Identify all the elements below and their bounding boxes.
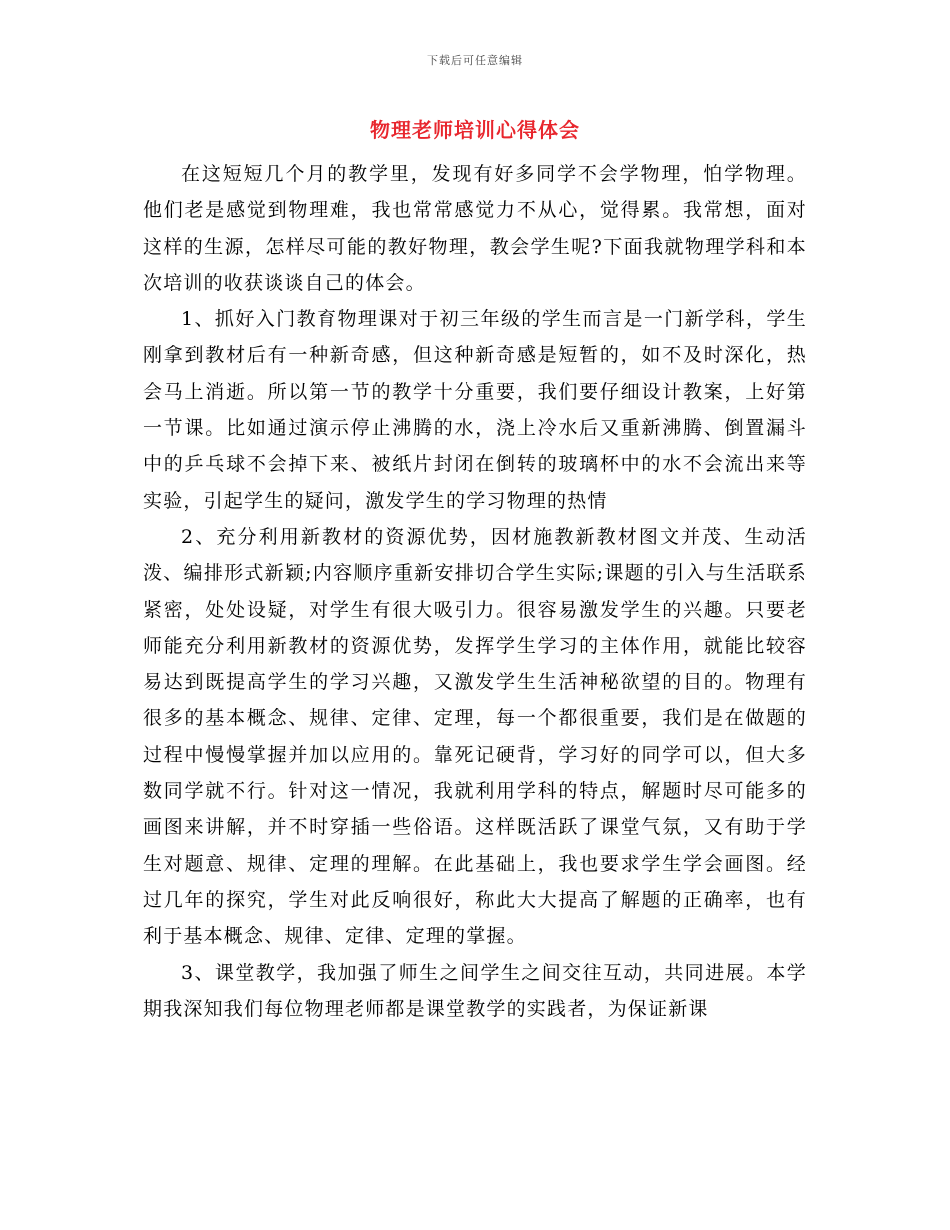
paragraph-intro: 在这短短几个月的教学里，发现有好多同学不会学物理，怕学物理。他们老是感觉到物理难，我也常常感觉力不从心，觉得累。我常想，面对这样的生源，怎样尽可能的教好物理，教会学生呢?下面我就物理学科和本次培训的收获谈谈自己的体会。 [143, 163, 807, 294]
document-title: 物理老师培训心得体会 [370, 118, 580, 142]
page-header-note: 下载后可任意编辑 [427, 54, 523, 67]
document-body [143, 156, 807, 1027]
paragraph-point-1: 1、抓好入门教育物理课对于初三年级的学生而言是一门新学科，学生刚拿到教材后有一种新奇感，但这种新奇感是短暂的，如不及时深化，热会马上消逝。所以第一节的教学十分重要，我们要仔细设计教案，上好第一节课。比如通过演示停止沸腾的水，浇上冷水后又重新沸腾、倒置漏斗中的乒乓球不会掉下来、被纸片封闭在倒转的玻璃杯中的水不会流出来等实验，引起学生的疑问，激发学生的学习物理的热情 [143, 308, 807, 512]
paragraph-point-3: 3、课堂教学，我加强了师生之间学生之间交往互动，共同进展。本学期我深知我们每位物理老师都是课堂教学的实践者，为保证新课 [143, 961, 807, 1020]
paragraph-point-2: 2、充分利用新教材的资源优势，因材施教新教材图文并茂、生动活泼、编排形式新颖;内容顺序重新安排切合学生实际;课题的引入与生活联系紧密，处处设疑，对学生有很大吸引力。很容易激发学生的兴趣。只要老师能充分利用新教材的资源优势，发挥学生学习的主体作用，就能比较容易达到既提高学生的学习兴趣，又激发学生生活神秘欲望的目的。物理有很多的基本概念、规律、定律、定理，每一个都很重要，我们是在做题的过程中慢慢掌握并加以应用的。靠死记硬背，学习好的同学可以，但大多数同学就不行。针对这一情况，我就利用学科的特点，解题时尽可能多的画图来讲解，并不时穿插一些俗语。这样既活跃了课堂气氛，又有助于学生对题意、规律、定理的理解。在此基础上，我也要求学生学会画图。经过几年的探究，学生对此反响很好，称此大大提高了解题的正确率，也有利于基本概念、规律、定律、定理的掌握。 [143, 525, 807, 948]
